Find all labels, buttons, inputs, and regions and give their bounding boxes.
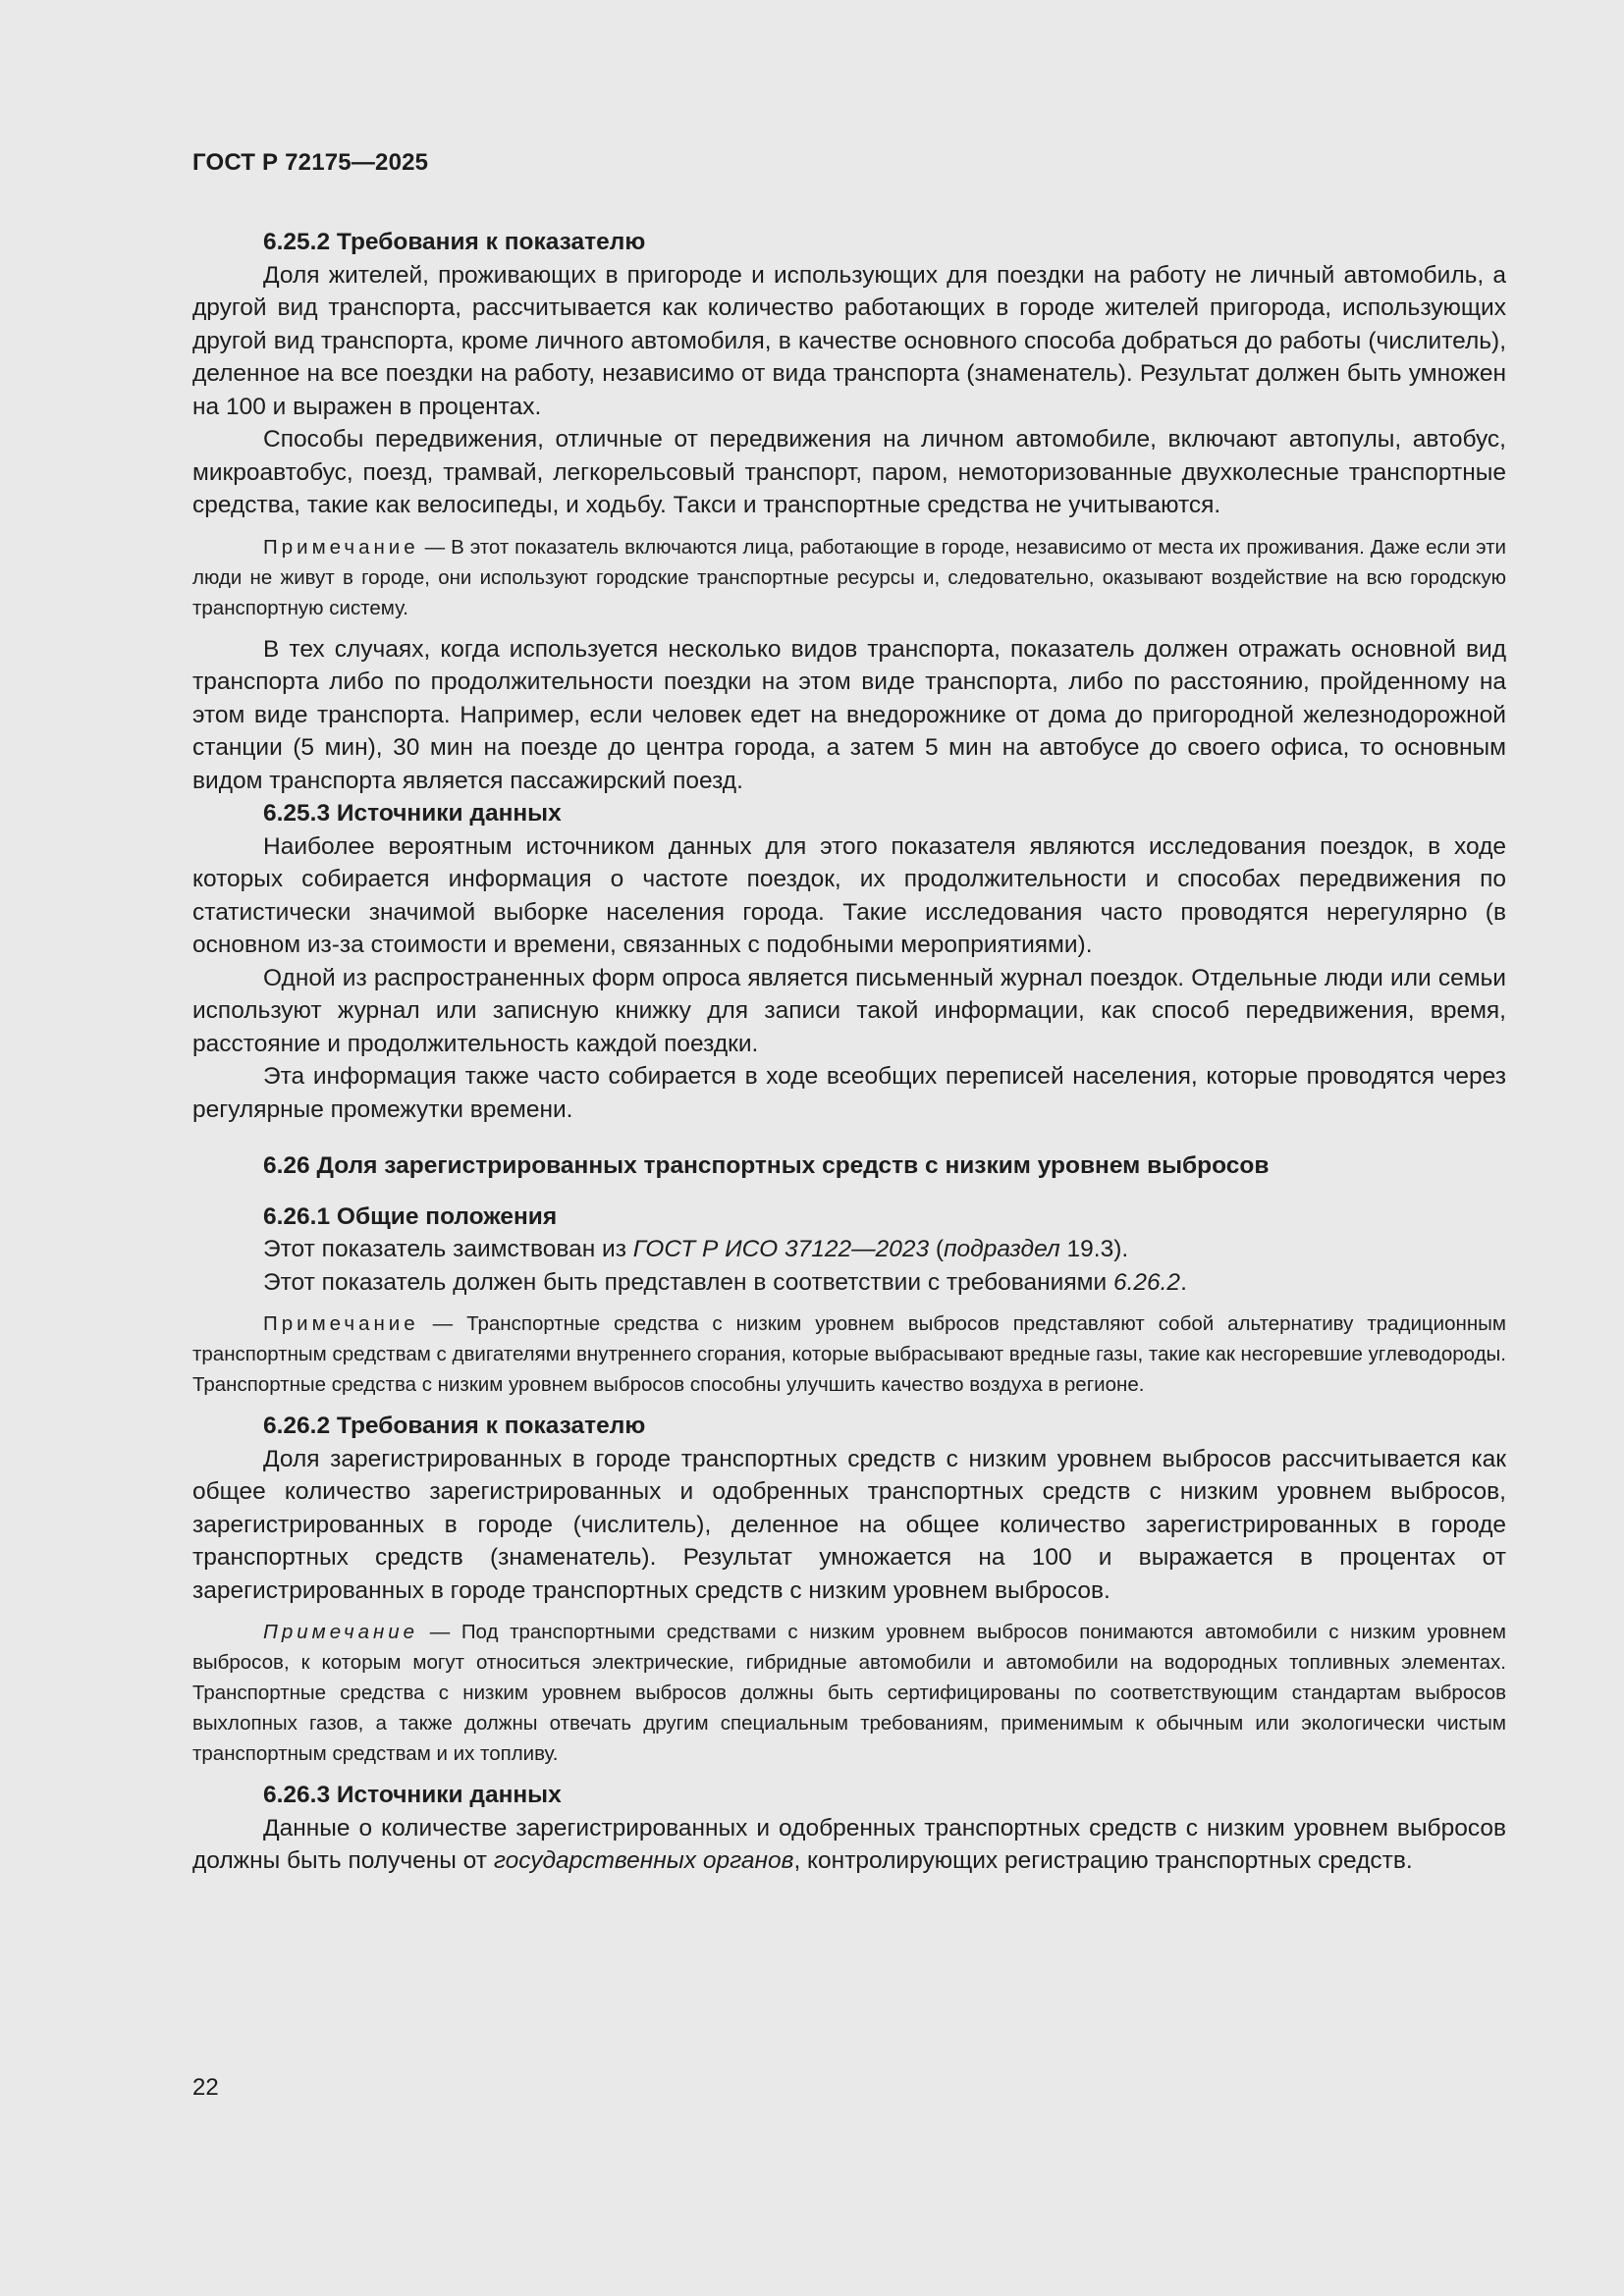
- paragraph: Наиболее вероятным источником данных для этого показателя являются исследования поездок, в ходе которых собирается информация о частоте поездок, их продолжительности и способах передвижения по статистически значимой выборке населения города. Такие исследования часто проводятся нерегулярно (в основном из-за стоимости и времени, связанных с подобными мероприятиями).: [192, 832, 1506, 958]
- paragraph: Способы передвижения, отличные от передвижения на личном автомобиле, включают автопулы, автобус, микроавтобус, поезд, трамвай, легкорельсовый транспорт, паром, немоторизованные двухколесные транспортные средства, такие как велосипеды, и ходьбу. Такси и транспортные средства не учитываются.: [192, 426, 1506, 518]
- page-number: 22: [192, 2074, 219, 2101]
- standard-reference: ГОСТ Р ИСО 37122—2023: [632, 1236, 930, 1262]
- text-run: , контролирующих регистрацию транспортных средств.: [793, 1847, 1413, 1874]
- document-body: [192, 226, 1506, 1878]
- section-heading-6-25-2: 6.25.2 Требования к показателю: [263, 229, 646, 255]
- text-run: (: [929, 1236, 945, 1262]
- text-run: Этот показатель заимствован из: [263, 1236, 633, 1262]
- note-text: — Транспортные средства с низким уровнем выбросов представляют собой альтернативу традиционным транспортным средствам с двигателями внутреннего сгорания, которые выбрасывают вредные газы, такие как несгоревшие углеводороды. Транспортные средства с низким уровнем выбросов способны улучшить качество воздуха в регионе.: [192, 1312, 1506, 1396]
- section-reference: 6.26.2: [1112, 1268, 1181, 1296]
- paragraph: Доля зарегистрированных в городе транспортных средств с низким уровнем выбросов рассчитывается как общее количество зарегистрированных и одобренных транспортных средств с низким уровнем выбросов, зарегистрированных в городе (числитель), деленное на общее количество зарегистрированных в городе транспортных средств (знаменатель). Результат умножается на 100 и выражается в процентах от зарегистрированных в городе транспортных средств с низким уровнем выбросов.: [192, 1445, 1506, 1604]
- paragraph: [192, 1233, 1506, 1266]
- organization-term: государственных органов: [493, 1847, 794, 1874]
- text-run: Этот показатель должен быть представлен в соответствии с требованиями: [263, 1268, 1113, 1296]
- section-heading-6-26-2: 6.26.2 Требования к показателю: [263, 1413, 646, 1439]
- text-run: .: [1180, 1268, 1187, 1296]
- section-heading-6-25-3: 6.25.3 Источники данных: [263, 800, 562, 827]
- note: [192, 1617, 1506, 1769]
- paragraph: [192, 1812, 1506, 1878]
- text-run: Данные о количестве зарегистрированных и одобренных транспортных средств с низким уровнем выбросов должны быть получены от: [192, 1814, 1506, 1874]
- paragraph: Доля жителей, проживающих в пригороде и использующих для поездки на работу не личный автомобиль, а другой вид транспорта, рассчитывается как количество работающих в городе жителей пригорода, использующих другой вид транспорта, кроме личного автомобиля, в качестве основного способа добраться до работы (числитель), деленное на все поездки на работу, независимо от вида транспорта (знаменатель). Результат должен быть умножен на 100 и выражен в процентах.: [192, 261, 1506, 420]
- note-text: — Под транспортными средствами с низким уровнем выбросов понимаются автомобили с низким уровнем выбросов, к которым могут относиться электрические, гибридные автомобили и автомобили на водородных топливных элементах. Транспортные средства с низким уровнем выбросов должны быть сертифицированы по соответствующим стандартам выбросов выхлопных газов, а также должны отвечать другим специальным требованиям, применимым к обычным или экологически чистым транспортным средствам и их топливу.: [192, 1621, 1506, 1765]
- note-text: — В этот показатель включаются лица, работающие в городе, независимо от места их проживания. Даже если эти люди не живут в городе, они используют городские транспортные ресурсы и, следовательно, оказывают воздействие на всю городскую транспортную систему.: [192, 535, 1506, 619]
- note-label: Примечание: [263, 1621, 419, 1643]
- paragraph: В тех случаях, когда используется несколько видов транспорта, показатель должен отражать основной вид транспорта либо по продолжительности поездки на этом виде транспорта, либо по расстоянию, пройденному на этом виде транспорта. Например, если человек едет на внедорожнике от дома до пригородной железнодорожной станции (5 мин), 30 мин на поезде до центра города, а затем 5 мин на автобусе до своего офиса, то основным видом транспорта является пассажирский поезд.: [192, 635, 1506, 794]
- note-label: Примечание: [263, 535, 419, 559]
- note: [192, 532, 1506, 623]
- paragraph: [192, 1266, 1506, 1300]
- section-heading-6-26-1: 6.26.1 Общие положения: [263, 1202, 558, 1230]
- note-label: Примечание: [263, 1312, 419, 1335]
- document-header: ГОСТ Р 72175—2025: [192, 149, 429, 176]
- section-heading-6-26: 6.26 Доля зарегистрированных транспортных средств с низким уровнем выбросов: [263, 1152, 1270, 1179]
- paragraph: Одной из распространенных форм опроса является письменный журнал поездок. Отдельные люди или семьи используют журнал или записную книжку для записи такой информации, как способ передвижения, время, расстояние и продолжительность каждой поездки.: [192, 964, 1506, 1057]
- paragraph: Эта информация также часто собирается в ходе всеобщих переписей населения, которые проводятся через регулярные промежутки времени.: [192, 1063, 1506, 1123]
- note: [192, 1308, 1506, 1400]
- text-run: 19.3).: [1059, 1236, 1129, 1262]
- section-heading-6-26-3: 6.26.3 Источники данных: [263, 1782, 562, 1808]
- subsection-word: подраздел: [944, 1236, 1060, 1262]
